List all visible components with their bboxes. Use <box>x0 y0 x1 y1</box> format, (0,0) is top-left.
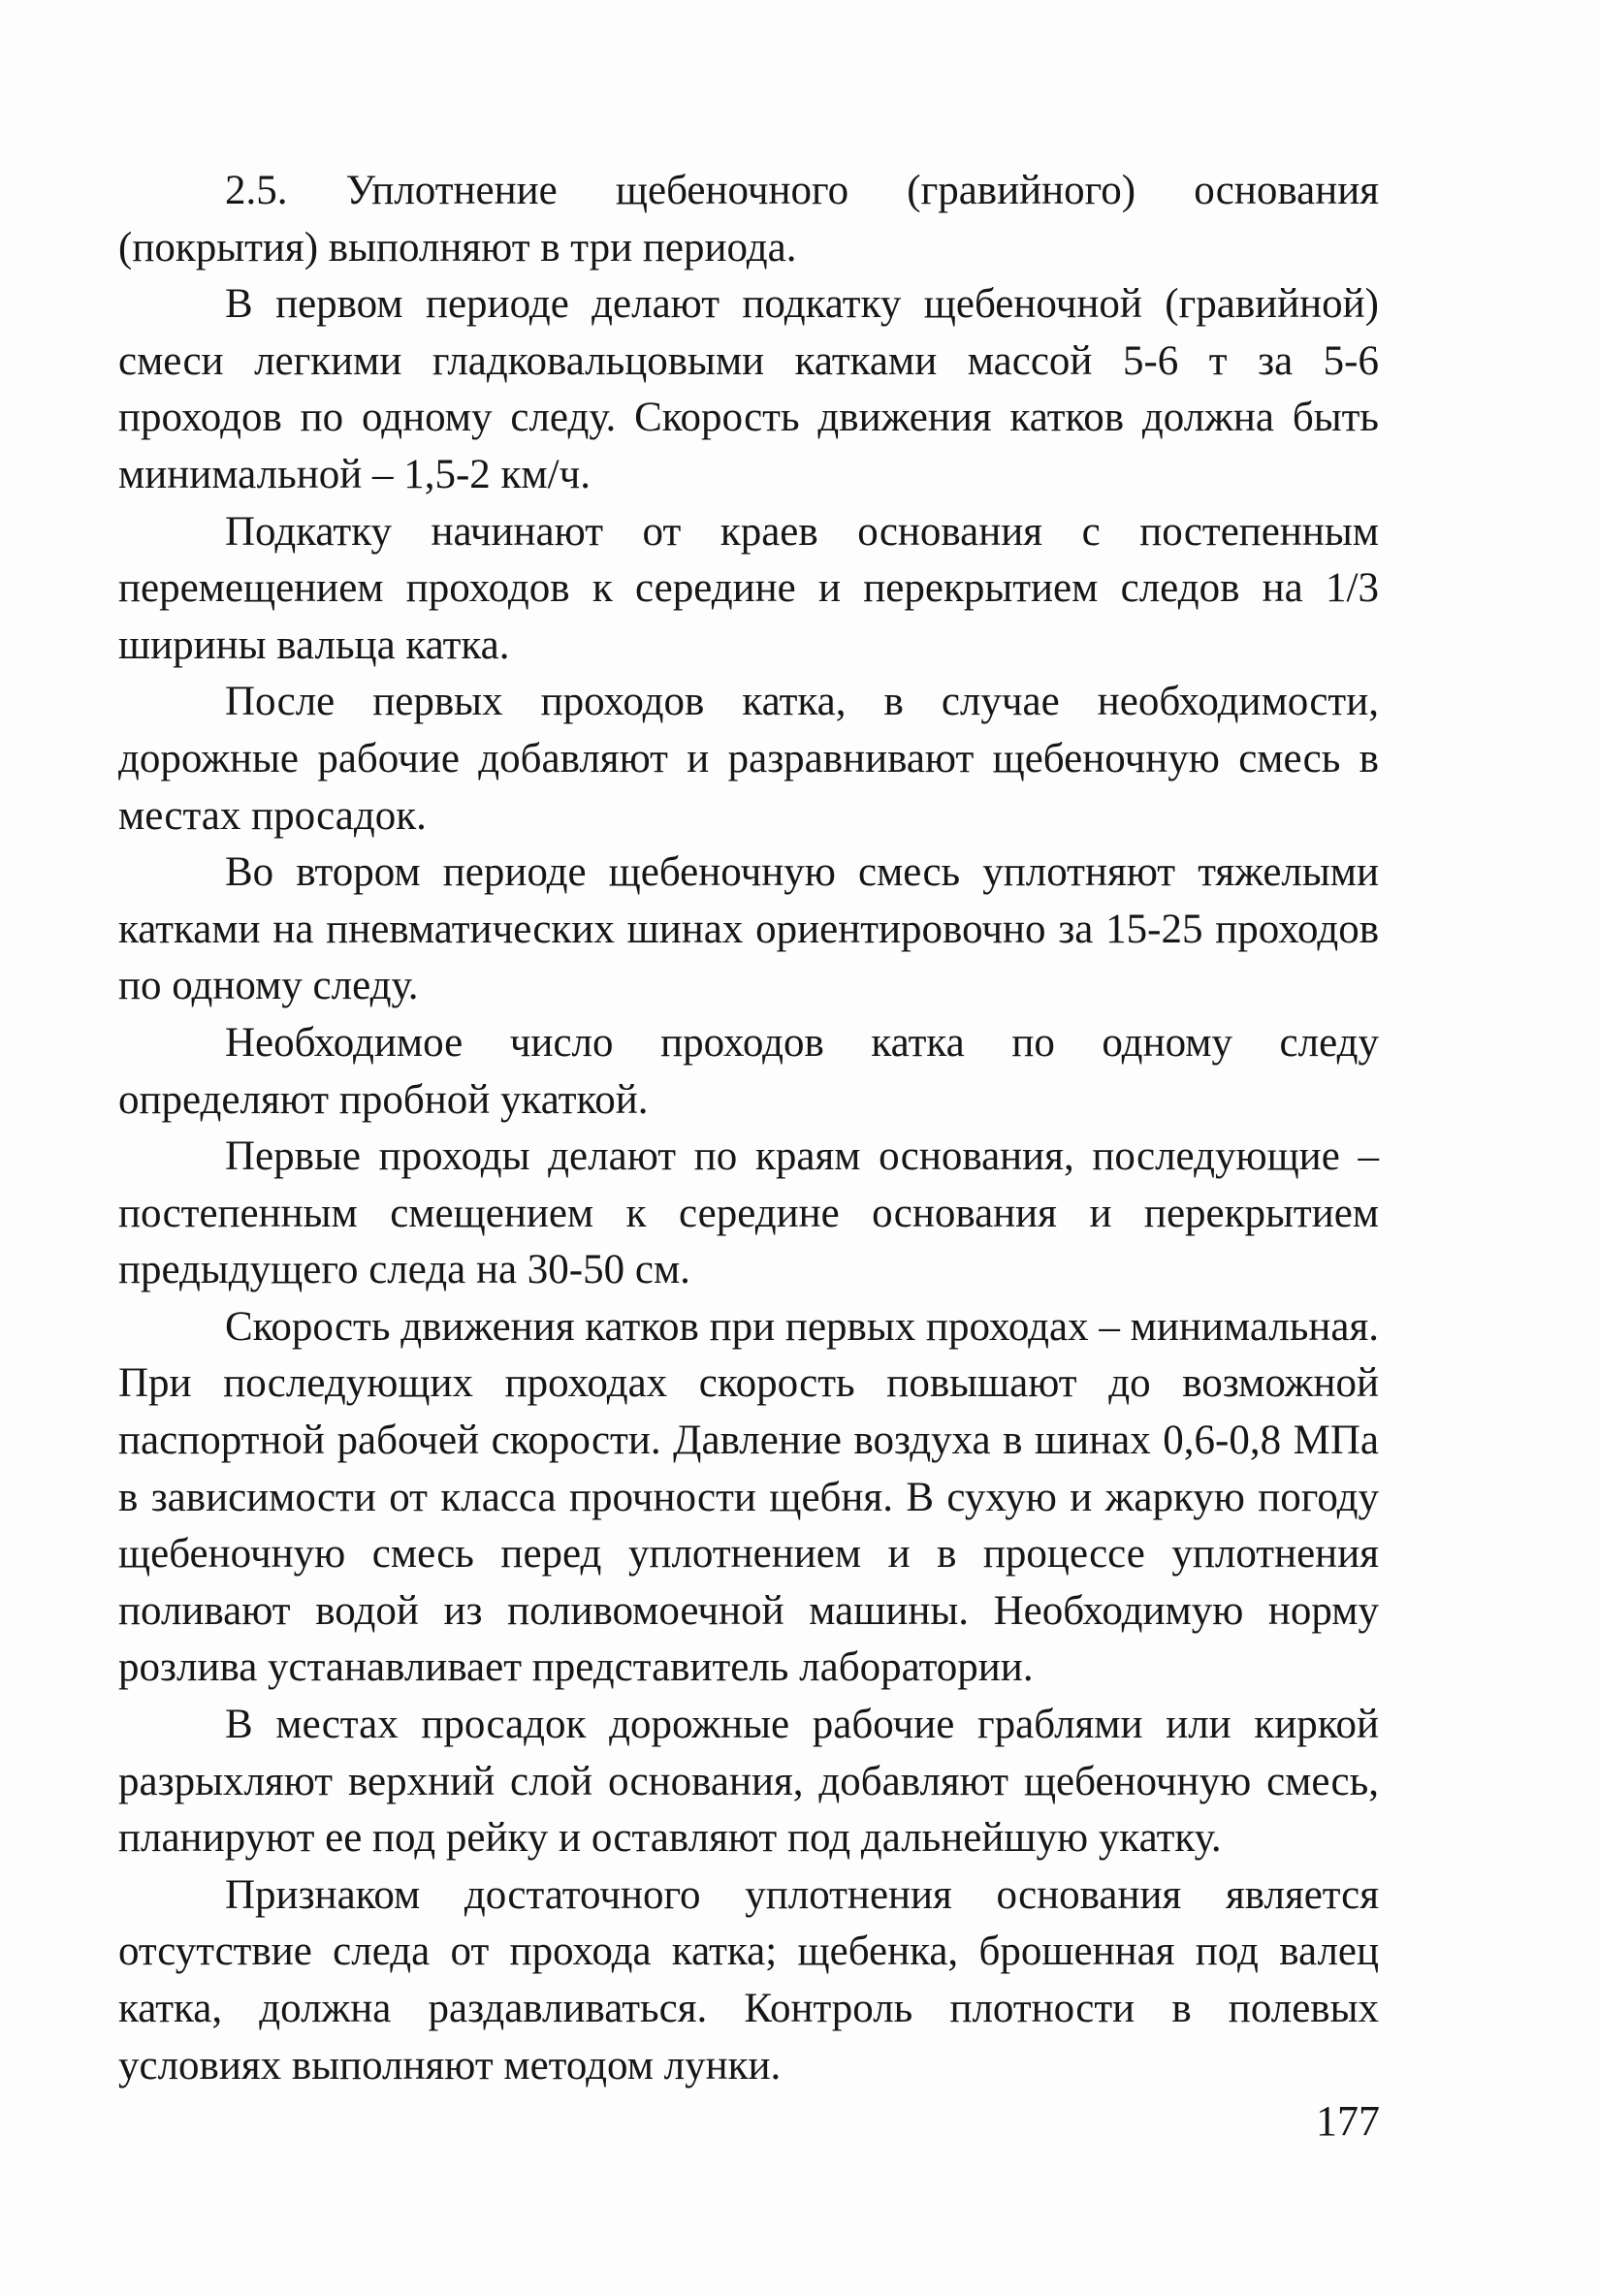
paragraph: В первом периоде делают подкатку щебеночной (гравийной) смеси легкими гладковальцовыми катками массой 5-6 т за 5-6 проходов по одному следу. Скорость движения катков должна быть минимальной – 1,5-2 км/ч. <box>118 281 1379 497</box>
paragraph-section-heading: 2.5. Уплотнение щебеночного (гравийного) основания (покрытия) выполняют в три периода. <box>118 168 1379 271</box>
paragraph: Признаком достаточного уплотнения основания является отсутствие следа от прохода катка; щебенка, брошенная под валец катка, должна раздавливаться. Контроль плотности в полевых условиях выполняют методом лунки. <box>118 1871 1379 2089</box>
paragraph: Скорость движения катков при первых проходах – минимальная. При последующих проходах скорость повышают до возможной паспортной рабочей скорости. Давление воздуха в шинах 0,6-0,8 МПа в зависимости от класса прочности щебня. В сухую и жаркую погоду щебеночную смесь перед уплотнением и в процессе уплотнения поливают водой из поливомоечной машины. Необходимую норму розлива устанавливает представитель лаборатории. <box>118 1303 1379 1691</box>
page-number: 177 <box>1316 2097 1380 2145</box>
paragraph: Первые проходы делают по краям основания, последующие – постепенным смещением к середине основания и перекрытием предыдущего следа на 30-50 см. <box>118 1133 1379 1293</box>
paragraph: Подкатку начинают от краев основания с постепенным перемещением проходов к середине и перекрытием следов на 1/3 ширины вальца катка. <box>118 508 1379 668</box>
paragraph: После первых проходов катка, в случае необходимости, дорожные рабочие добавляют и разравнивают щебеночную смесь в местах просадок. <box>118 679 1379 839</box>
paragraph: Во втором периоде щебеночную смесь уплотняют тяжелыми катками на пневматических шинах ориентировочно за 15-25 проходов по одному следу. <box>118 849 1379 1009</box>
body-text <box>118 163 1379 2094</box>
paragraph: Необходимое число проходов катка по одному следу определяют пробной укаткой. <box>118 1019 1379 1123</box>
paragraph: В местах просадок дорожные рабочие граблями или киркой разрыхляют верхний слой основания, добавляют щебеночную смесь, планируют ее под рейку и оставляют под дальнейшую укатку. <box>118 1702 1379 1862</box>
